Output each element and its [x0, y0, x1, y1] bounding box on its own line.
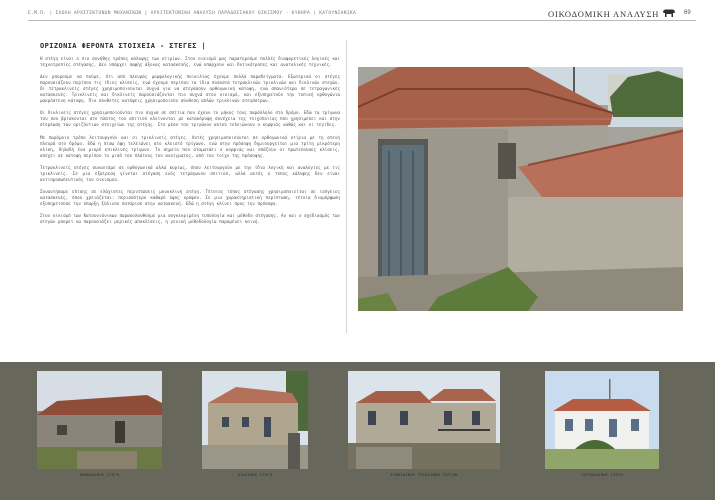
gallery-caption: ΔΙΚΛΙΝΗΣ ΣΤΕΓΗ — [237, 473, 273, 477]
paragraph: Τετρακλινείς στέγες συναντάμε σε ορθογωνικά αλλά κυρίως, όπου λειτουργούν με την ίδια λογική και αναλογίες με τις τρικλινείς. Σε μια εξαίρεση γίνεται στέγαση ενός τετράγωνου σπιτιού, αλλά αυτός ο τύπος κάλυψης δεν είναι αντιπροσωπευτικός του οικισμού. — [40, 165, 340, 183]
gallery-thumb — [545, 371, 659, 469]
gallery-band — [0, 362, 715, 500]
page-header — [0, 0, 715, 28]
gallery-caption: ΣΥΝΔΥΑΣΜΟΣ ΤΡΙΚΛΙΝΩΝ ΣΤΕΓΩΝ — [390, 473, 458, 477]
gallery-caption: ΜΟΝΟΚΛΙΝΗΣ ΣΤΕΓΗ — [79, 473, 120, 477]
gallery-caption: ΤΕΤΡΑΚΛΙΝΗΣ ΣΤΕΓΗ — [581, 473, 623, 477]
main-photo — [358, 67, 683, 311]
paragraph: Με παρόμοιο τρόπο λειτουργούν και οι τρικλινείς στέγες. Αυτές χρησιμοποιούνται σε ορθογωνικά κτίρια με τη στενή πλευρά στο δρόμο. Εδώ η πίσω όψη τελειώνει στο κλειστό τρίγωνο, ενώ στην πρόσοψη δημιουργείται μια τρίτη μικρότερη κλίση, δηλαδή ένα μικρό επικλινές τρίγωνο. Το σημείο που σταματάει ο κορφιάς και σπάζουν οι πρωτεύουσες κλίσεις, απέχει σε κάτοψη περίπου το μισό του πλάτους του ανοίγματος, από τον τοίχο της πρόσοψης. — [40, 135, 340, 159]
section-title: ΟΙΚΟΔΟΜΙΚΗ ΑΝΑΛΥΣΗ — [548, 9, 660, 19]
paragraph: Η στέγη είναι ο πιο συνήθης τρόπος κάλυψης των κτιρίων. Στον οικισμό μας παρατηρούμε πολλές διαφορετικές λογικές και τεχνοτροπίες στέγασης. Δεν υπάρχει σαφής άξονας κατασκευής, ενώ υπάρχουν και δυτικότροπες και ανατολικές τεχνικές. — [40, 57, 340, 68]
body-text — [40, 57, 340, 232]
paragraph: Οι δικλινείς στέγες χρησιμοποιούνται πιο συχνά σε σπίτια που έχουν το μήκος τους παράλληλο στο δρόμο. Εδώ τα τρίγωνα του που βρίσκονται στο πλάτος του σπιτιού κλείνονται με κατακόρυφη συνέχεια της τοιχοποιίας που χρησιμεύει και στην στερέωση των οριζόντιων στοιχείων της στέγης. Στο μέσο του τριγώνου αυτού τελειώνουν ο κορφιάς καθώς και οι τεγίδες. — [40, 111, 340, 129]
paragraph: Δεν μπορούμε να πούμε, ότι από πλευράς μορφολογικής ποικιλίας έχουμε πολλά παραδείγματα. Εξωτερικά οι στέγες παρουσιάζουν περίπου τις ίδιες κλίσεις, ενώ έχουμε περίπου τα ίδια ποσοστά τετρακλινών τρικλινών και δικλινών στεγών. Οι τετρακλινείς στέγες χρησιμοποιούνται συχνά για να στεγάσουν ορθογωνική κάτοψη, ενώ σπανιότερα σε τετραγωνικές κατασκευές. Τρικλινείς και δικλινείς παρουσιάζονται πιο συχνά στον οικισμό, και εξυπηρετούν την τυπική ορθογώνια μακρόστενη κάτοψη. Πιο σύνθετες κατόψεις χρησιμοποιούν σύνθεση απλών τρικλινών στεγάστρων. — [40, 75, 340, 105]
breadcrumb: Ε.Μ.Π. | ΣΧΟΛΗ ΑΡΧΙΤΕΚΤΟΝΩΝ ΜΗΧΑΝΙΚΩΝ | ΑΡΧΙΤΕΚΤΟΝΙΚΗ ΑΝΑΛΥΣΗ ΠΑΡΑΔΟΣΙΑΚΟΥ ΟΙΚΙΣΜΟΥ - ΚΥΘΗΡΑ | ΚΑΤΟΥΝΙΑΝΙΚΑ — [28, 11, 357, 16]
paragraph: Στον οικισμό των Κατουνιάνικων παρακολουθούμε μια συγκεκριμένη τυπολογία και μέθοδο στέγασης. Αν και ο σχεδιασμός των στεγών μπορεί να παρουσιάζει μερικές αποκλίσεις, η γενική μεθοδολογία παραμένει κοινή. — [40, 214, 340, 226]
column-divider — [346, 40, 347, 333]
cow-icon — [662, 8, 676, 18]
gallery-thumb — [37, 371, 162, 469]
section-heading: ΟΡΙΖΟΝΙΑ ΦΕΡΟΝΤΑ ΣΤΟΙΧΕΙΑ - ΣΤΕΓΕΣ | — [40, 42, 207, 50]
paragraph: Συναντήσαμε επίσης σε ελάχιστες περιπτώσεις μονοκλινή στέγη. Τέτοιος τύπος στέγασης χρησιμοποιείται σε ισόγειες κατασκευές, όπου χρειάζεται: περισσότερο καθαρό ύψος ορόφου. Σε μια χαρακτηριστική περίπτωση, τέτοια διαμόρφωση εξυπηρετούσε την ύπαρξη ξύλινου πατάριού στην κατασκευή. Εδώ η στέγη κλίνει προς την πρόσοψη. — [40, 189, 340, 207]
gallery-thumb — [202, 371, 308, 469]
page-number: 69 — [684, 10, 691, 16]
gallery-thumb — [348, 371, 500, 469]
header-rule — [28, 20, 696, 21]
